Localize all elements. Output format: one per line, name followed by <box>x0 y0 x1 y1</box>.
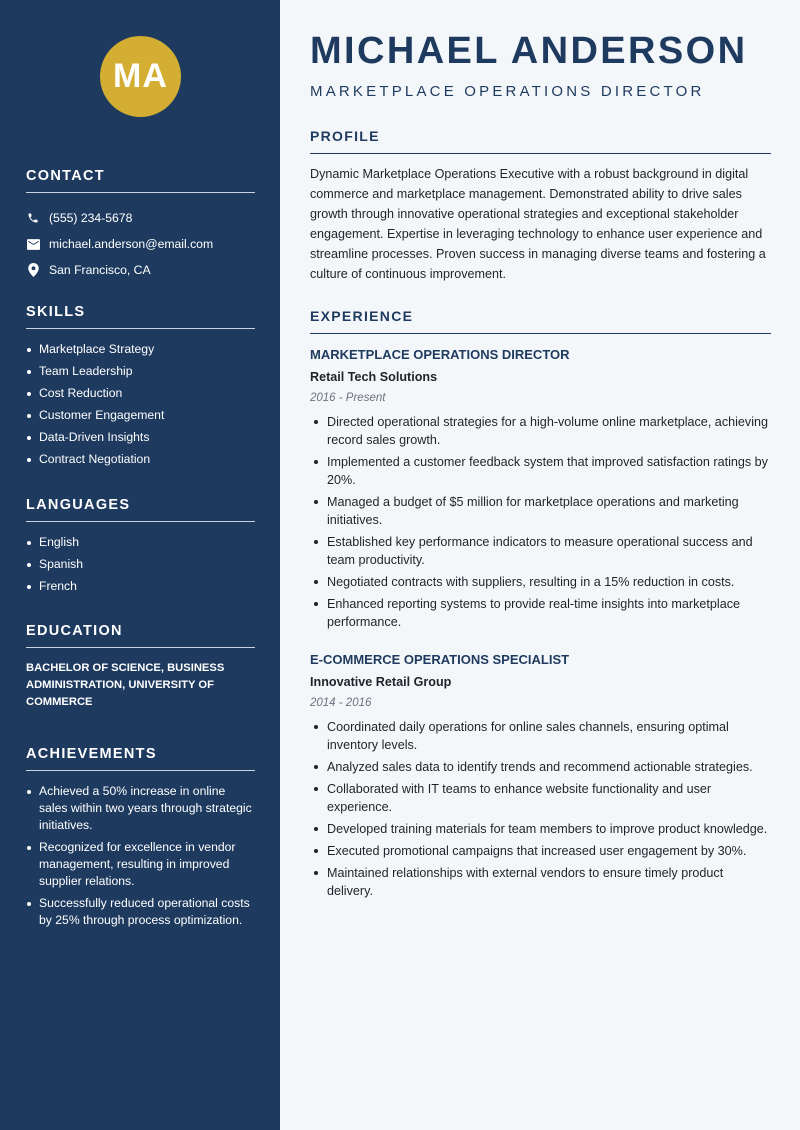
job-bullet: Developed training materials for team members to improve product knowledge. <box>310 820 771 838</box>
job-company: Innovative Retail Group <box>310 675 452 689</box>
job-title: E-COMMERCE OPERATIONS SPECIALIST <box>310 652 570 667</box>
job-bullet: Established key performance indicators to measure operational success and team productivity. <box>310 533 771 569</box>
job-bullet: Enhanced reporting systems to provide real-time insights into marketplace performance. <box>310 595 771 631</box>
achievement-item: Achieved a 50% increase in online sales within two years through strategic initiatives. <box>26 783 255 834</box>
profile-heading: PROFILE <box>310 128 771 154</box>
job-bullet: Coordinated daily operations for online sales channels, ensuring optimal inventory levels. <box>310 718 771 754</box>
job-bullet: Analyzed sales data to identify trends and recommend actionable strategies. <box>310 758 771 776</box>
languages-list <box>26 534 255 595</box>
job-bullet: Implemented a customer feedback system that improved satisfaction ratings by 20%. <box>310 453 771 489</box>
envelope-icon <box>26 237 40 251</box>
job-entry <box>310 652 771 904</box>
job-bullet: Negotiated contracts with suppliers, resulting in a 15% reduction in costs. <box>310 573 771 591</box>
contact-section <box>26 168 255 283</box>
job-entry <box>310 347 771 635</box>
job-bullet: Executed promotional campaigns that increased user engagement by 30%. <box>310 842 771 860</box>
skill-item: Marketplace Strategy <box>26 341 255 358</box>
language-item: French <box>26 578 255 595</box>
job-bullet: Managed a budget of $5 million for marketplace operations and marketing initiatives. <box>310 493 771 529</box>
skill-item: Team Leadership <box>26 363 255 380</box>
contact-email <box>26 231 255 257</box>
skills-heading: SKILLS <box>26 304 255 329</box>
skills-section <box>26 304 255 473</box>
skill-item: Customer Engagement <box>26 407 255 424</box>
contact-phone <box>26 205 255 231</box>
education-section <box>26 623 255 711</box>
location-pin-icon <box>26 263 40 277</box>
phone-text: (555) 234-5678 <box>49 211 133 225</box>
achievement-item: Recognized for excellence in vendor management, resulting in improved supplier relations. <box>26 839 255 890</box>
phone-icon <box>26 211 40 225</box>
job-title: MARKETPLACE OPERATIONS DIRECTOR <box>310 347 570 362</box>
job-bullet: Maintained relationships with external vendors to ensure timely product delivery. <box>310 864 771 900</box>
achievements-list <box>26 783 255 929</box>
skill-item: Data-Driven Insights <box>26 429 255 446</box>
avatar: MA <box>100 36 181 117</box>
job-bullets <box>310 413 771 631</box>
experience-heading: EXPERIENCE <box>310 308 771 334</box>
location-text: San Francisco, CA <box>49 263 151 277</box>
achievement-item: Successfully reduced operational costs by 25% through process optimization. <box>26 895 255 929</box>
language-item: English <box>26 534 255 551</box>
skill-item: Contract Negotiation <box>26 451 255 468</box>
job-bullets <box>310 718 771 900</box>
skills-list <box>26 341 255 468</box>
candidate-name: MICHAEL ANDERSON <box>310 30 748 72</box>
achievements-heading: ACHIEVEMENTS <box>26 746 255 771</box>
education-degree: BACHELOR OF SCIENCE, BUSINESS ADMINISTRATION, UNIVERSITY OF COMMERCE <box>26 662 225 708</box>
languages-section <box>26 497 255 600</box>
profile-text: Dynamic Marketplace Operations Executive with a robust background in digital commerce and marketplace management. Demonstrated ability to drive sales growth through innovative operational strategies and exceptional stakeholder engagement. Expertise in leveraging technology to enhance user experience and streamline processes. Proven success in managing diverse teams and fostering a culture of continuous improvement. <box>310 167 766 281</box>
email-text: michael.anderson@email.com <box>49 237 214 251</box>
languages-heading: LANGUAGES <box>26 497 255 522</box>
job-bullet: Collaborated with IT teams to enhance website functionality and user experience. <box>310 780 771 816</box>
skill-item: Cost Reduction <box>26 385 255 402</box>
job-company: Retail Tech Solutions <box>310 370 438 384</box>
sidebar <box>0 0 280 1130</box>
job-dates: 2016 - Present <box>310 392 386 404</box>
job-dates: 2014 - 2016 <box>310 697 372 709</box>
language-item: Spanish <box>26 556 255 573</box>
contact-heading: CONTACT <box>26 168 255 193</box>
candidate-role: MARKETPLACE OPERATIONS DIRECTOR <box>310 83 705 100</box>
contact-location <box>26 257 255 283</box>
job-bullet: Directed operational strategies for a high-volume online marketplace, achieving record sales growth. <box>310 413 771 449</box>
education-heading: EDUCATION <box>26 623 255 648</box>
achievements-section <box>26 746 255 934</box>
